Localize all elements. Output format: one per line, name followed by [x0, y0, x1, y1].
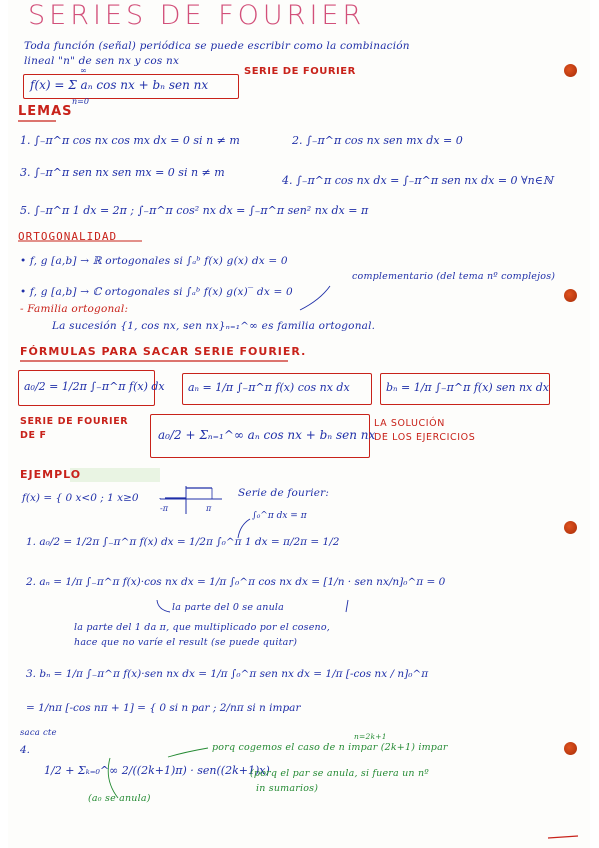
formulas-heading: FÓRMULAS PARA SACAR SERIE FOURIER.	[20, 345, 307, 358]
serie-formula: a₀/2 + Σₙ₌₁^∞ aₙ cos nx + bₙ sen nx	[158, 428, 376, 442]
step-3-result: = 1/nπ [-cos nπ + 1] = { 0 si n par ; 2/nπ si n impar	[26, 702, 301, 714]
step-4-note-a: porq cogemos el caso de n impar (2k+1) impar	[212, 742, 448, 753]
step-1-a0: 1. a₀/2 = 1/2π ∫₋π^π f(x) dx = 1/2π ∫₀^π 1 dx = π/2π = 1/2	[26, 536, 340, 548]
step-4-note-b: (porq el par se anula, si fuera un nº	[250, 768, 429, 779]
bn-formula: bₙ = 1/π ∫₋π^π f(x) sen nx dx	[386, 381, 549, 394]
sum-lower-limit: n=0	[72, 97, 89, 106]
integral-note: ∫₀^π dx = π	[252, 511, 307, 521]
lemas-heading: LEMAS	[18, 104, 73, 119]
step-2-note-a: la parte del 0 se anula	[172, 602, 285, 613]
serie-label-2: DE F	[20, 430, 47, 441]
step-3-note: saca cte	[20, 728, 57, 738]
step-2-note-b: la parte del 1 da π, que multiplicado por el coseno,	[74, 622, 331, 633]
sucesion-ortogonal: La sucesión {1, cos nx, sen nx}ₙ₌₁^∞ es familia ortogonal.	[52, 320, 376, 332]
step-4-series: 1/2 + Σₖ₌₀^∞ 2/((2k+1)π) · sen((2k+1)x)	[44, 764, 270, 777]
step-2-note-c: hace que no varíe el result (se puede quitar)	[74, 637, 298, 648]
ejemplo-heading: EJEMPLO	[20, 468, 82, 481]
an-formula: aₙ = 1/π ∫₋π^π f(x) cos nx dx	[188, 381, 350, 394]
graph-label-neg-pi: -π	[160, 504, 168, 513]
solucion-line-1: LA SOLUCIÓN	[374, 418, 445, 429]
step-4-number: 4.	[20, 744, 31, 756]
graph-label-pi: π	[206, 504, 212, 513]
lemma-5: 5. ∫₋π^π 1 dx = 2π ; ∫₋π^π cos² nx dx = ∫₋π^π sen² nx dx = π	[20, 204, 369, 217]
example-function: f(x) = { 0 x<0 ; 1 x≥0	[22, 492, 139, 504]
step-3-bn: 3. bₙ = 1/π ∫₋π^π f(x)·sen nx dx = 1/π ∫₀^π sen nx dx = 1/π [-cos nx / n]₀^π	[26, 668, 429, 680]
ortogonal-complex: • f, g [a,b] → ℂ ortogonales si ∫ₐᵇ f(x) g(x)‾ dx = 0	[20, 286, 293, 298]
fourier-formula: f(x) = Σ aₙ cos nx + bₙ sen nx	[30, 78, 209, 92]
solucion-line-2: DE LOS EJERCICIOS	[374, 432, 476, 443]
ortogonal-real: • f, g [a,b] → ℝ ortogonales si ∫ₐᵇ f(x) g(x) dx = 0	[20, 255, 288, 267]
page-title: SERIES DE FOURIER	[28, 0, 366, 31]
step-4-note-e: n=2k+1	[354, 732, 387, 741]
step-2-an: 2. aₙ = 1/π ∫₋π^π f(x)·cos nx dx = 1/π ∫₀^π cos nx dx = [1/n · sen nx/n]₀^π = 0	[26, 576, 446, 588]
step-4-note-d: (a₀ se anula)	[88, 793, 151, 804]
lemma-4: 4. ∫₋π^π cos nx dx = ∫₋π^π sen nx dx = 0 ∀n∈ℕ	[282, 174, 553, 187]
a0-formula: a₀/2 = 1/2π ∫₋π^π f(x) dx	[24, 380, 165, 393]
familia-ortogonal: - Familia ortogonal:	[20, 303, 129, 315]
intro-line-1: Toda función (señal) periódica se puede escribir como la combinación	[24, 40, 410, 52]
step-4-note-c: in sumarios)	[256, 783, 319, 794]
sum-upper-limit: ∞	[80, 66, 87, 75]
fourier-label: SERIE DE FOURIER	[244, 66, 356, 77]
ortogonalidad-heading: ORTOGONALIDAD	[18, 230, 118, 243]
serie-de-fourier-text: Serie de fourier:	[238, 487, 330, 499]
intro-line-2: lineal "n" de sen nx y cos nx	[24, 55, 180, 67]
lemma-2: 2. ∫₋π^π cos nx sen mx dx = 0	[292, 134, 463, 147]
lemma-1: 1. ∫₋π^π cos nx cos mx dx = 0 si n ≠ m	[20, 134, 240, 147]
ortogonal-note: complementario (del tema nº complejos)	[352, 271, 556, 282]
lemma-3: 3. ∫₋π^π sen nx sen mx = 0 si n ≠ m	[20, 166, 225, 179]
serie-label-1: SERIE DE FOURIER	[20, 416, 129, 427]
